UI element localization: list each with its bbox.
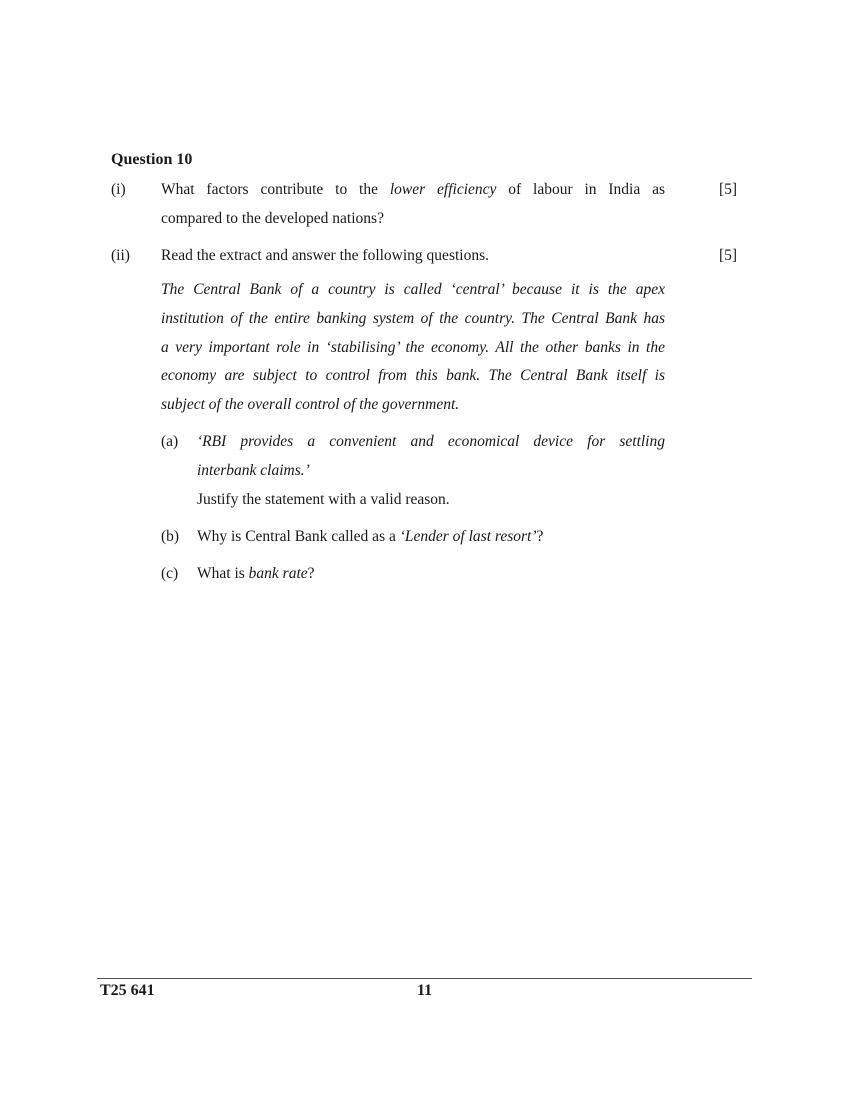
part-i-line-1-pre: What factors contribute to the [161,181,390,198]
footer-page-number: 11 [417,982,433,999]
sub-a-line-1-text: ‘RBI provides a convenient and economical device for settling [197,433,665,450]
sub-a-line-3: Justify the statement with a valid reason. [197,491,450,508]
sub-b-text [197,528,543,546]
extract-line-5 [161,396,459,414]
sub-a-label: (a) [161,433,179,450]
sub-a-line-1 [197,433,665,451]
part-i-number: (i) [111,181,126,198]
extract-line-2 [161,310,665,328]
part-i-line-1 [161,181,665,199]
part-i-line-1-post: of labour in India as [496,181,666,198]
sub-b-label: (b) [161,528,180,545]
extract-line-5-text: subject of the overall control of the government. [161,396,460,413]
sub-c-label: (c) [161,565,179,582]
part-i-line-2: compared to the developed nations? [161,210,384,227]
sub-c-post: ? [307,565,315,582]
extract-line-4 [161,367,665,385]
footer-paper-code: T25 641 [100,982,155,999]
sub-b-pre: Why is Central Bank called as a [197,528,400,545]
extract-line-1-text: The Central Bank of a country is called ‘central’ because it is the apex [161,281,665,298]
sub-c-text [197,565,315,583]
sub-a-line-2 [197,462,310,480]
extract-line-3-text: a very important role in ‘stabilising’ the economy. All the other banks in the [161,339,665,356]
sub-b-post: ? [536,528,544,545]
extract-line-2-text: institution of the entire banking system of the country. The Central Bank has [161,310,665,327]
extract-line-4-text: economy are subject to control from this bank. The Central Bank itself is [161,367,665,384]
extract-line-1 [161,281,665,299]
extract-line-3 [161,339,665,357]
footer-rule [97,978,752,979]
part-ii-marks: [5] [719,247,738,264]
part-i-line-1-emphasis: lower efficiency [389,181,497,198]
sub-b-emphasis: ‘Lender of last resort’ [399,528,537,545]
sub-a-line-2-text: interbank claims.’ [197,462,310,479]
sub-c-pre: What is [197,565,249,582]
part-ii-intro: Read the extract and answer the following questions. [161,247,489,264]
question-title: Question 10 [111,151,193,168]
part-ii-number: (ii) [111,247,130,264]
sub-c-emphasis: bank rate [248,565,308,582]
part-i-marks: [5] [719,181,738,198]
